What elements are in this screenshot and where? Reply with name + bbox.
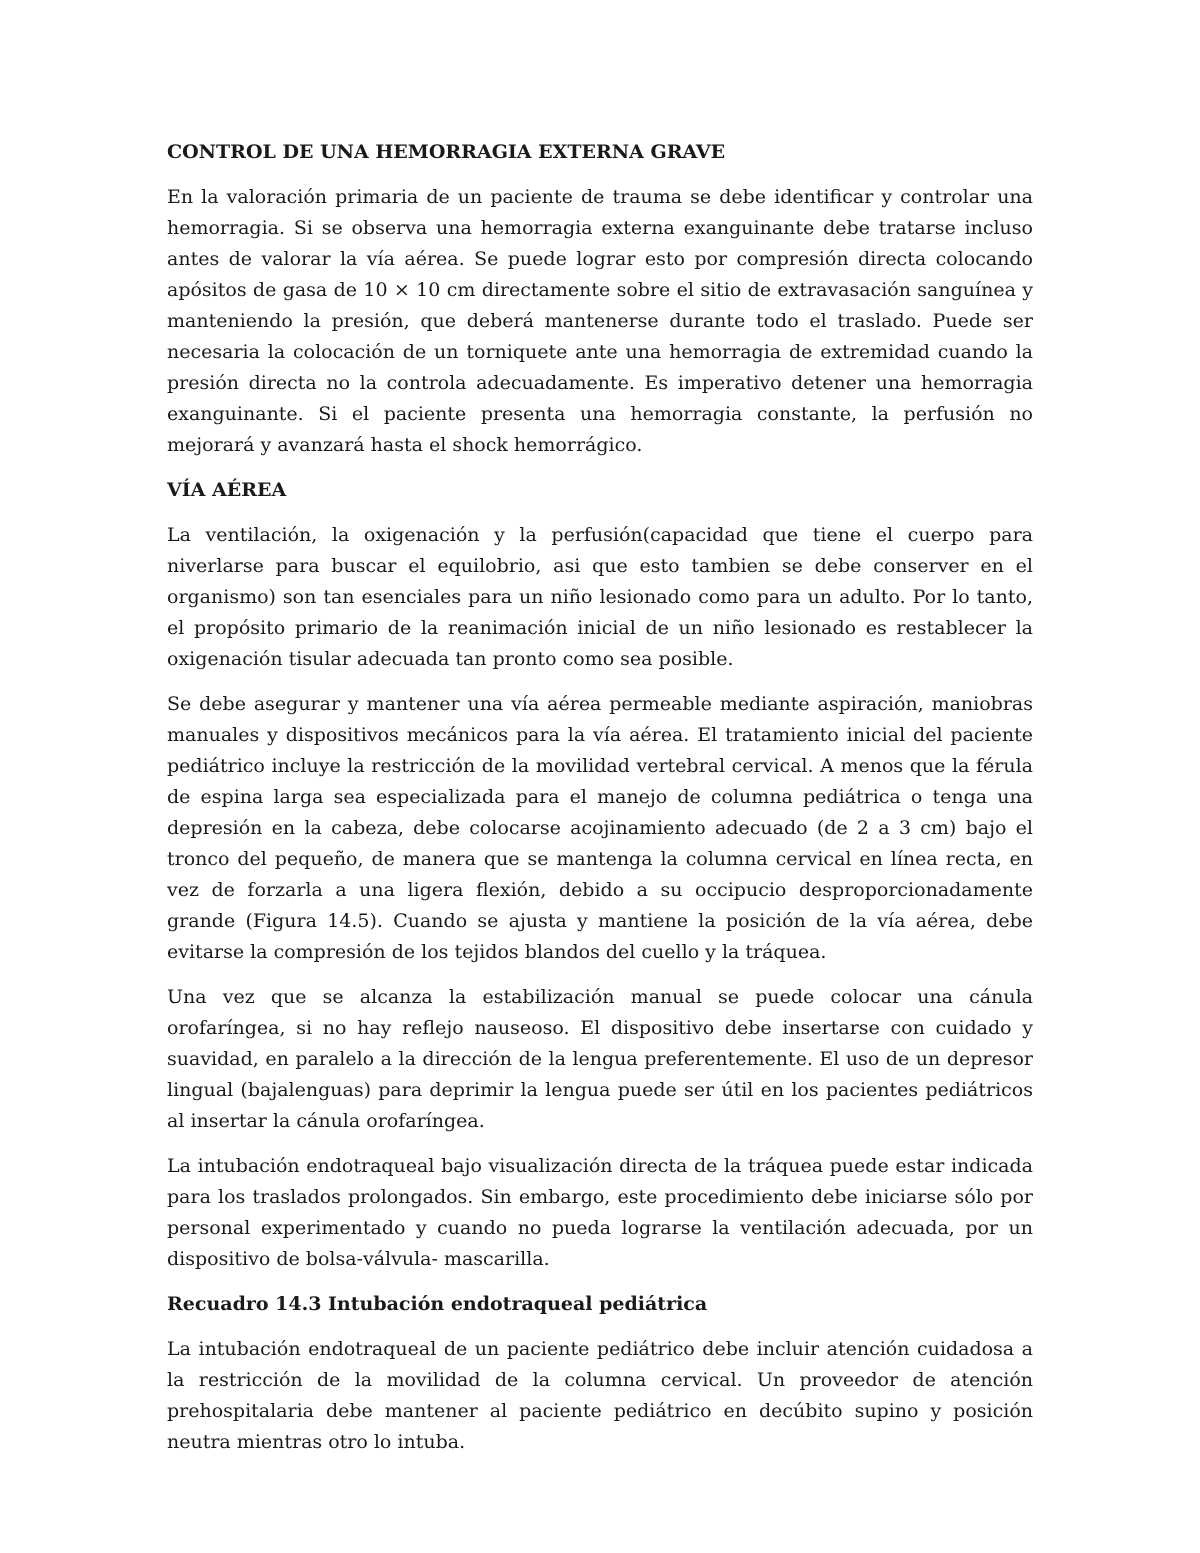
paragraph-via-aerea-4: La intubación endotraqueal bajo visualización directa de la tráquea puede estar indicada para los traslados prolongados. Sin embargo, este procedimiento debe iniciarse sólo por personal experimentado y cuando no pueda lograrse la ventilación adecuada, por un dispositivo de bolsa-válvula- mascarilla. xyxy=(167,1155,1033,1270)
paragraph-control-hemorragia: En la valoración primaria de un paciente de trauma se debe identificar y controlar una hemorragia. Si se observa una hemorragia externa exanguinante debe tratarse incluso antes de valorar la vía aérea. Se puede lograr esto por compresión directa colocando apósitos de gasa de 10 × 10 cm directamente sobre el sitio de extravasación sanguínea y manteniendo la presión, que deberá mantenerse durante todo el traslado. Puede ser necesaria la colocación de un torniquete ante una hemorragia de extremidad cuando la presión directa no la controla adecuadamente. Es imperativo detener una hemorragia exanguinante. Si el paciente presenta una hemorragia constante, la perfusión no mejorará y avanzará hasta el shock hemorrágico. xyxy=(167,186,1033,456)
section-heading-recuadro-14-3: Recuadro 14.3 Intubación endotraqueal pediátrica xyxy=(167,1293,708,1315)
paragraph-via-aerea-3: Una vez que se alcanza la estabilización manual se puede colocar una cánula orofaríngea, si no hay reflejo nauseoso. El dispositivo debe insertarse con cuidado y suavidad, en paralelo a la dirección de la lengua preferentemente. El uso de un depresor lingual (bajalenguas) para deprimir la lengua puede ser útil en los pacientes pediátricos al insertar la cánula orofaríngea. xyxy=(167,986,1033,1132)
paragraph-via-aerea-1: La ventilación, la oxigenación y la perfusión(capacidad que tiene el cuerpo para niverlarse para buscar el equilobrio, asi que esto tambien se debe conserver en el organismo) son tan esenciales para un niño lesionado como para un adulto. Por lo tanto, el propósito primario de la reanimación inicial de un niño lesionado es restablecer la oxigenación tisular adecuada tan pronto como sea posible. xyxy=(167,524,1033,670)
section-heading-control-hemorragia: CONTROL DE UNA HEMORRAGIA EXTERNA GRAVE xyxy=(167,141,726,163)
paragraph-via-aerea-2: Se debe asegurar y mantener una vía aérea permeable mediante aspiración, maniobras manuales y dispositivos mecánicos para la vía aérea. El tratamiento inicial del paciente pediátrico incluye la restricción de la movilidad vertebral cervical. A menos que la férula de espina larga sea especializada para el manejo de columna pediátrica o tenga una depresión en la cabeza, debe colocarse acojinamiento adecuado (de 2 a 3 cm) bajo el tronco del pequeño, de manera que se mantenga la columna cervical en línea recta, en vez de forzarla a una ligera flexión, debido a su occipucio desproporcionadamente grande (Figura 14.5). Cuando se ajusta y mantiene la posición de la vía aérea, debe evitarse la compresión de los tejidos blandos del cuello y la tráquea. xyxy=(167,693,1033,963)
paragraph-recuadro-14-3: La intubación endotraqueal de un paciente pediátrico debe incluir atención cuidadosa a la restricción de la movilidad de la columna cervical. Un proveedor de atención prehospitalaria debe mantener al paciente pediátrico en decúbito supino y posición neutra mientras otro lo intuba. xyxy=(167,1338,1033,1453)
section-heading-via-aerea: VÍA AÉREA xyxy=(167,479,287,501)
document-page xyxy=(167,137,1033,1472)
